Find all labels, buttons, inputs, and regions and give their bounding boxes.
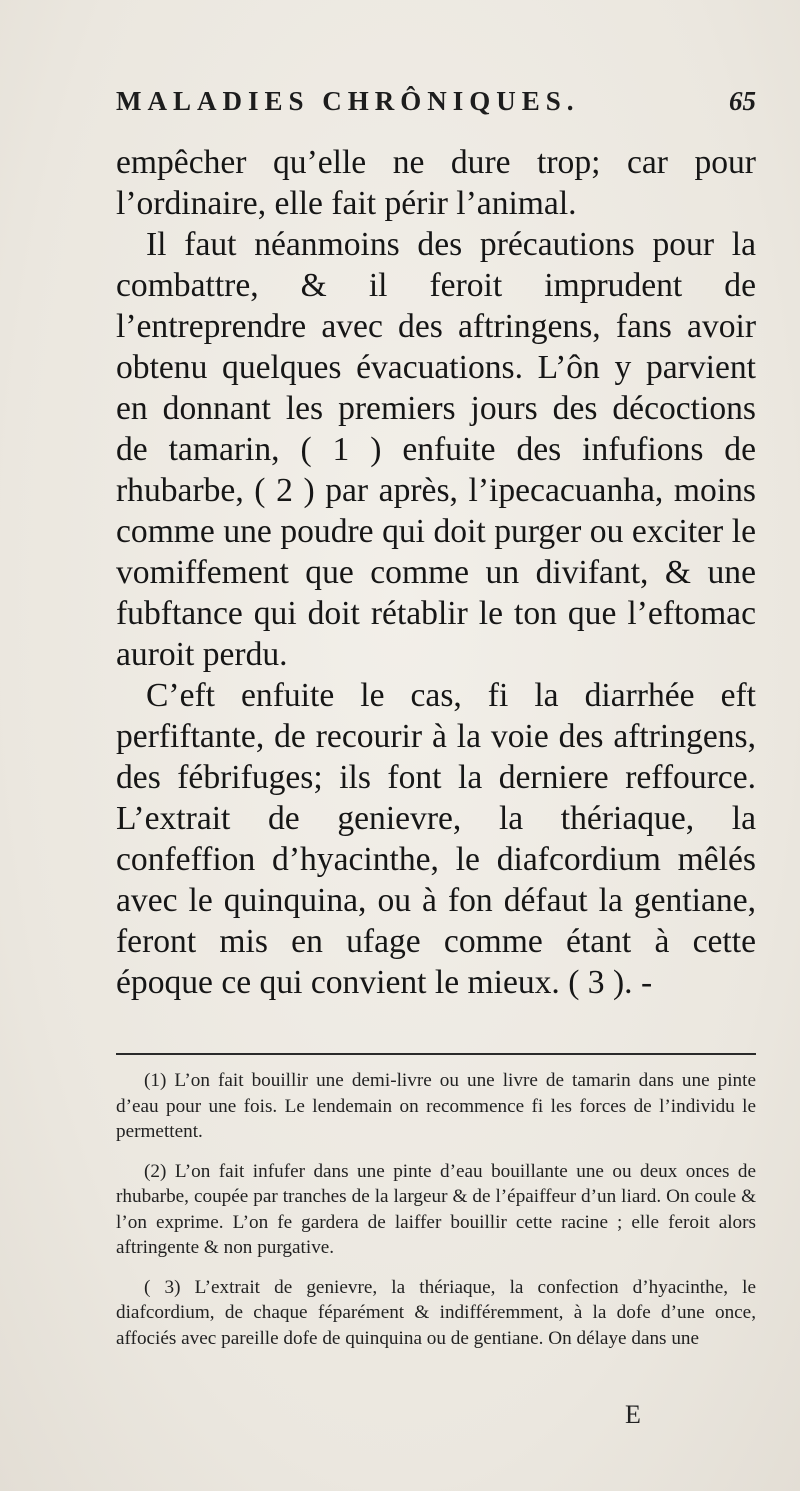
paragraph: C’eft enfuite le cas, fi la diarrhée eft perfiftante, de recourir à la voie des aftringens, des fébrifuges; ils font la derniere reffource. L’extrait de genievre, la thériaque, la confeffion d’hyacinthe, le diafcordium mêlés avec le quinquina, ou à fon défaut la gentiane, feront mis en ufage comme étant à cette époque ce qui convient le mieux. ( 3 ). - xyxy=(116,677,756,1001)
footnotes xyxy=(116,1068,756,1365)
page-number: 65 xyxy=(729,86,756,116)
paragraph: empêcher qu’elle ne dure trop; car pour l’ordinaire, elle fait périr l’animal. xyxy=(116,144,756,222)
running-title: MALADIES CHRÔNIQUES. xyxy=(116,86,580,116)
footnote: (1) L’on fait bouillir une demi-livre ou une livre de tamarin dans une pinte d’eau pour une fois. Le lendemain on recommence fi les forces de l’individu le permettent. xyxy=(116,1070,756,1142)
footnote-divider xyxy=(116,1053,756,1055)
running-head xyxy=(116,86,756,126)
main-text xyxy=(116,142,756,1003)
signature-mark: E xyxy=(625,1400,641,1429)
footnote: ( 3) L’extrait de genievre, la thériaque, la confection d’hyacinthe, le diafcordium, de chaque féparément & indifféremment, à la dofe d’une once, affociés avec pareille dofe de quinquina ou de gentiane. On délaye dans une xyxy=(116,1276,756,1349)
paragraph: Il faut néanmoins des précautions pour la combattre, & il feroit imprudent de l’entreprendre avec des aftringens, fans avoir obtenu quelques évacuations. L’ôn y parvient en donnant les premiers jours des décoctions de tamarin, ( 1 ) enfuite des infufions de rhubarbe, ( 2 ) par après, l’ipecacuanha, moins comme une poudre qui doit purger ou exciter le vomiffement que comme un divifant, & une fubftance qui doit rétablir le ton que l’eftomac auroit perdu. xyxy=(116,226,756,673)
footnote: (2) L’on fait infufer dans une pinte d’eau bouillante une ou deux onces de rhubarbe, coupée par tranches de la largeur & de l’épaiffeur d’un liard. On coule & l’on exprime. L’on fe gardera de laiffer bouillir cette racine ; elle feroit alors aftringente & non purgative. xyxy=(116,1160,756,1258)
